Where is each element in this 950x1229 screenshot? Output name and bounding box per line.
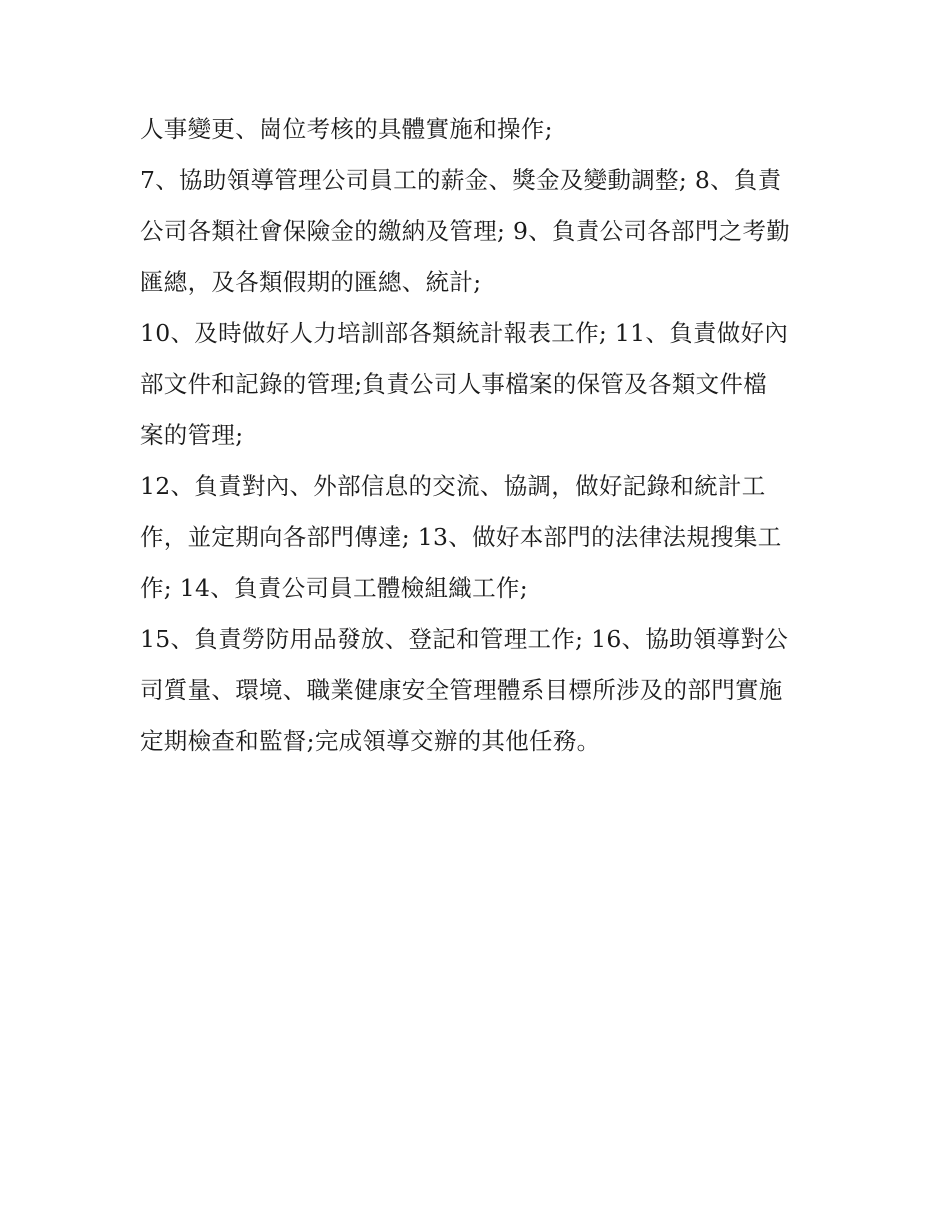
text-line: 12、負責對內、外部信息的交流、協調，做好記錄和統計工 bbox=[140, 472, 766, 500]
text-line: 7、協助領導管理公司員工的薪金、獎金及變動調整; 8、負責 bbox=[140, 166, 782, 194]
text-line: 司質量、環境、職業健康安全管理體系目標所涉及的部門實施 bbox=[140, 676, 783, 704]
text-line: 定期檢查和監督;完成領導交辦的其他任務。 bbox=[140, 727, 601, 755]
text-line: 人事變更、崗位考核的具體實施和操作; bbox=[140, 115, 553, 143]
text-line: 作; 14、負責公司員工體檢組織工作; bbox=[140, 574, 528, 602]
text-line: 作，並定期向各部門傳達; 13、做好本部門的法律法規搜集工 bbox=[140, 523, 782, 551]
document-body bbox=[140, 104, 830, 767]
text-line: 公司各類社會保險金的繳納及管理; 9、負責公司各部門之考勤 bbox=[140, 217, 791, 245]
text-line: 10、及時做好人力培訓部各類統計報表工作; 11、負責做好內 bbox=[140, 319, 789, 347]
text-line: 匯總，及各類假期的匯總、統計; bbox=[140, 268, 482, 296]
text-line: 部文件和記錄的管理;負責公司人事檔案的保管及各類文件檔 bbox=[140, 370, 768, 398]
text-line: 案的管理; bbox=[140, 421, 244, 449]
text-line: 15、負責勞防用品發放、登記和管理工作; 16、協助領導對公 bbox=[140, 625, 789, 653]
